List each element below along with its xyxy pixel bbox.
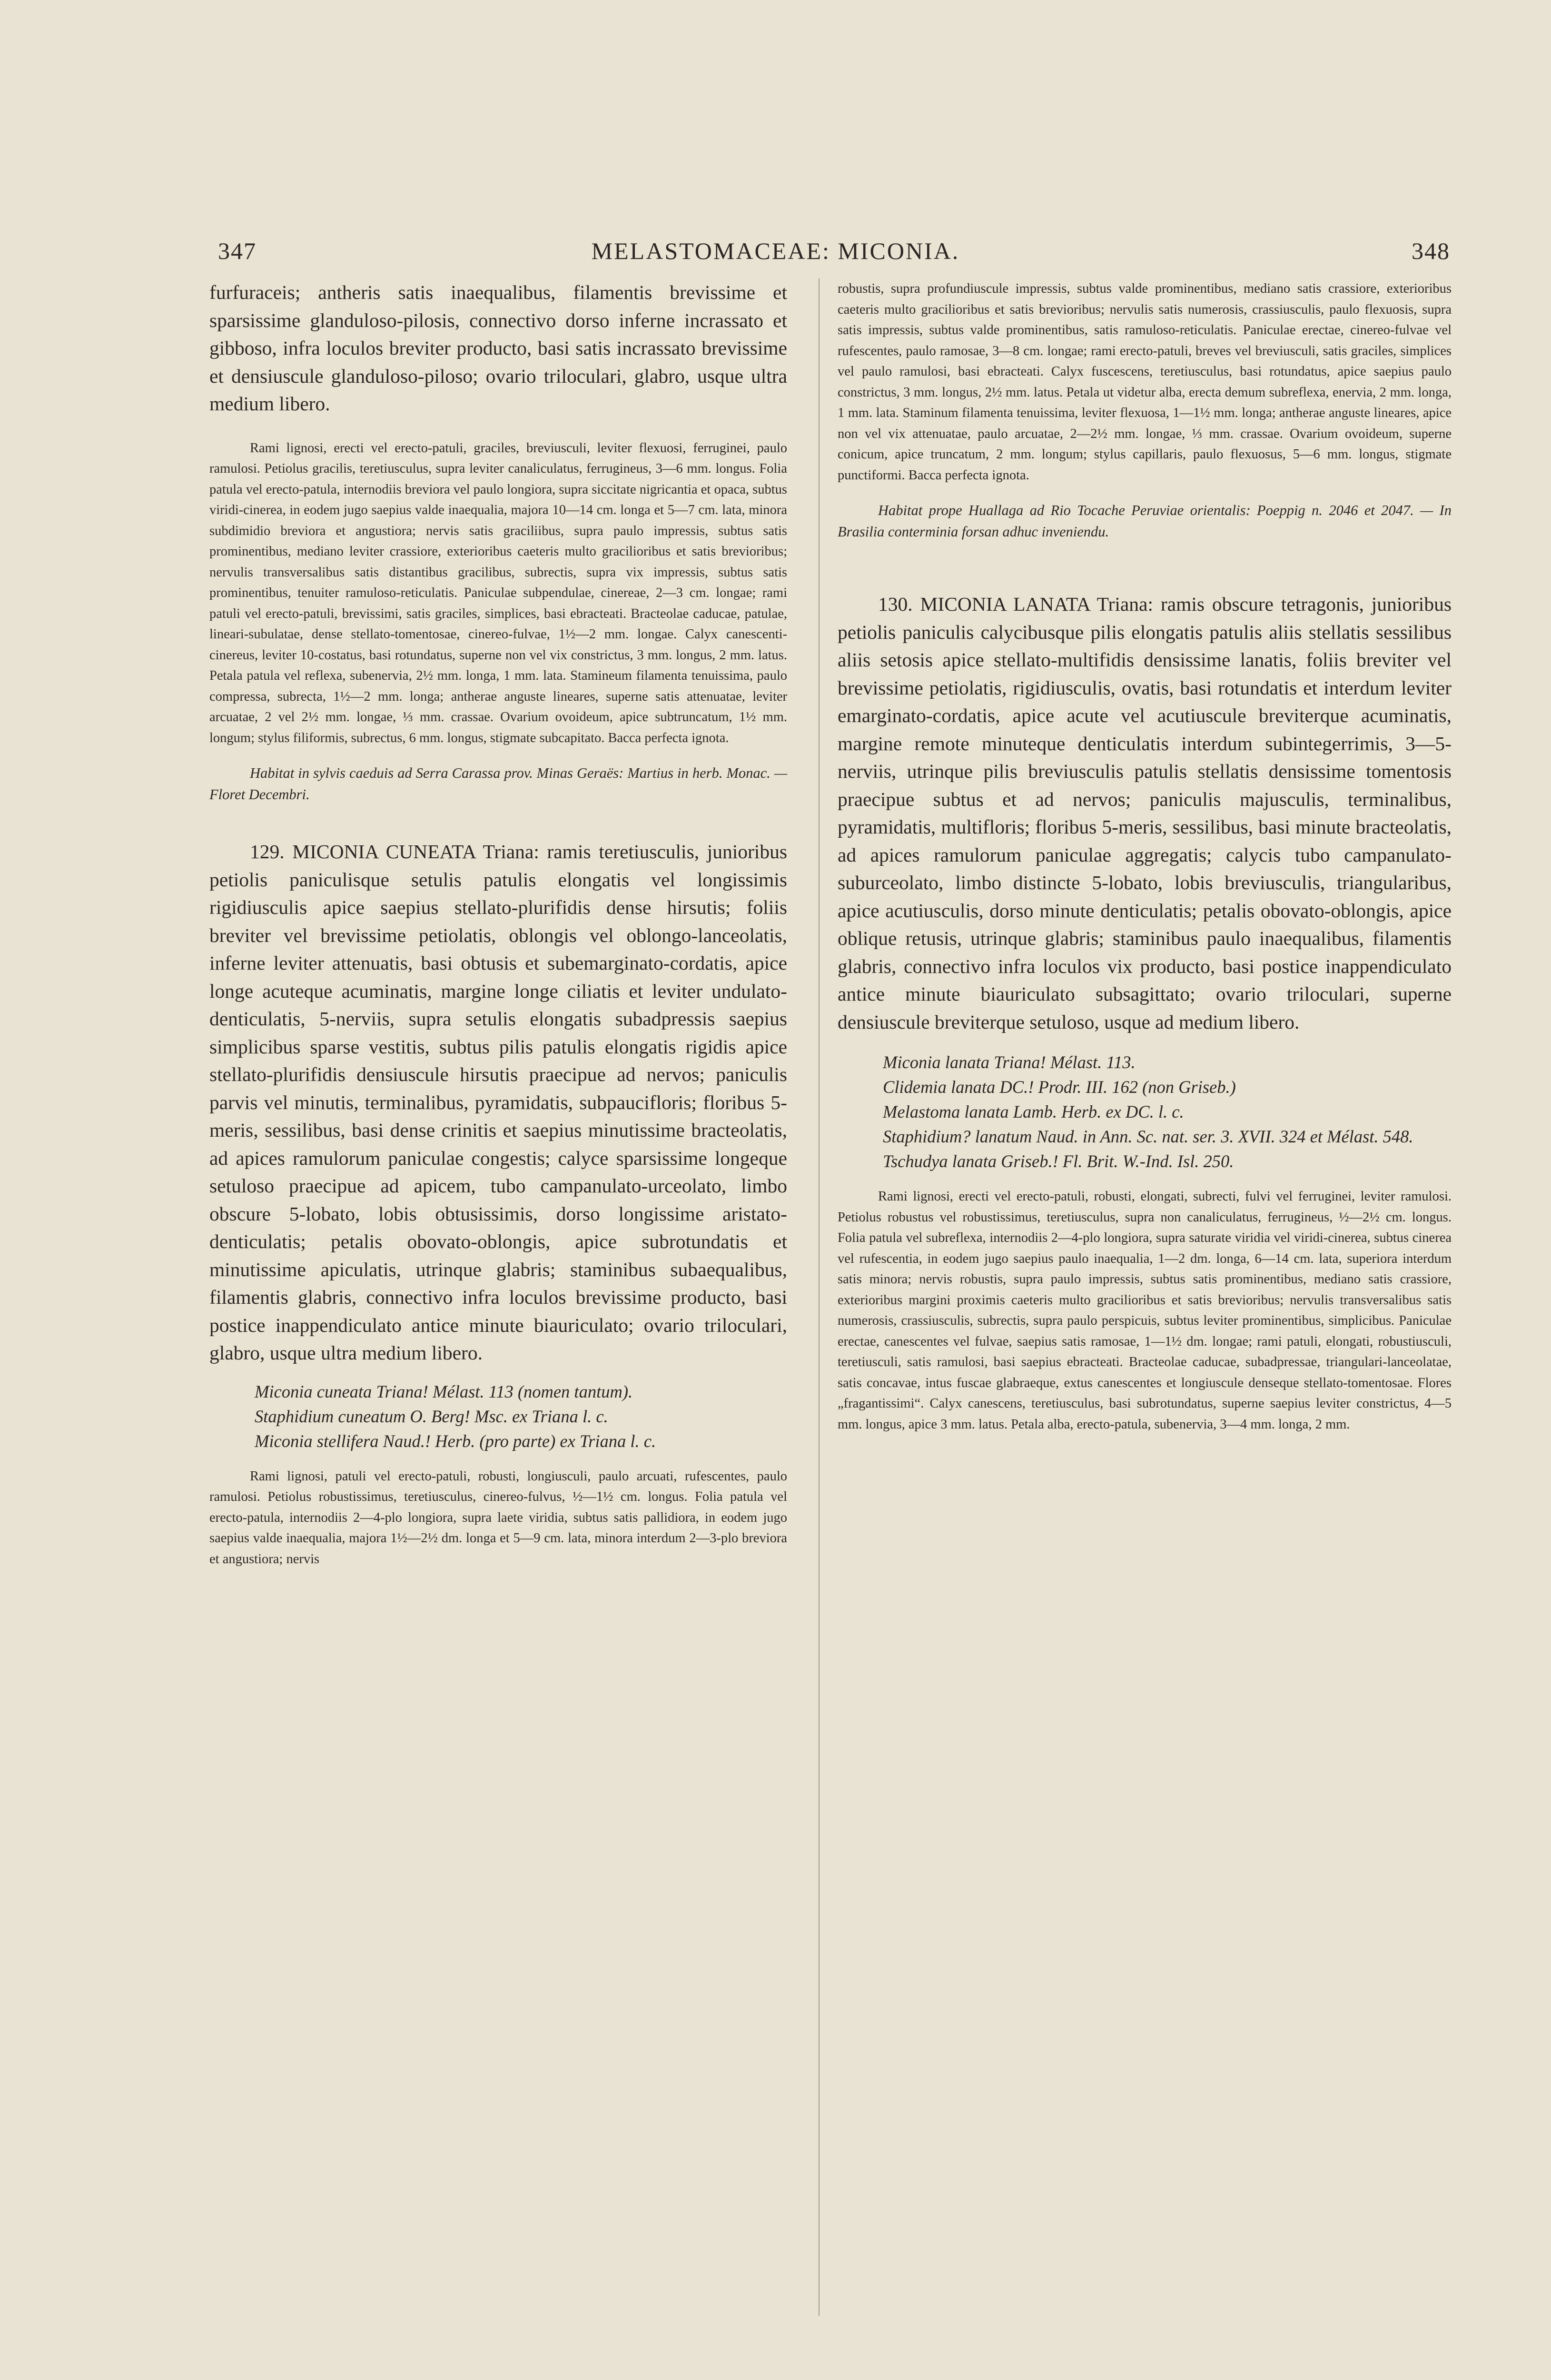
continued-detail: robustis, supra profundiuscule impressis, subtus valde prominentibus, mediano satis crassiore, exterioribus caeteris multo gracilioribus et satis brevioribus; nervulis satis numerosis, crassiusculis, paulo flexuosis, supra satis impressis, subtus valde prominentibus, satis ramuloso-reticulatis. Paniculae erectae, cinereo-fulvae vel rufescentes, paulo ramosae, 3—8 cm. longae; rami erecto-patuli, breves vel breviusculi, satis graciles, simplices vel paulo ramulosi, basi ebracteati. Calyx fuscescens, teretiusculus, basi rotundatus, apice saepius paulo constrictus, 3 mm. longus, 2½ mm. latus. Petala ut videtur alba, erecta demum subreflexa, enervia, 2 mm. longa, 1 mm. lata. Staminum filamenta tenuissima, leviter flexuosa, 1—1½ mm. longa; antherae anguste lineares, apice non vel vix attenuatae, paulo arcuatae, 2—2½ mm. longae, ⅓ mm. crassae. Ovarium ovoideum, superne conicum, apice truncatum, 2 mm. longum; stylus capillaris, paulo flexuosus, 5—6 mm. longus, stigmate punctiformi. Bacca perfecta ignota. — [838, 281, 1452, 483]
synonym-line: Staphidium cuneatum O. Berg! Msc. ex Triana l. c. — [255, 1406, 608, 1426]
species-130-synonyms — [838, 1050, 1452, 1174]
left-column — [209, 278, 787, 1569]
species-129-synonyms — [209, 1379, 787, 1454]
page-number-left: 347 — [218, 238, 257, 264]
synonym-line: Melastoma lanata Lamb. Herb. ex DC. l. c. — [883, 1102, 1184, 1121]
synonym-line: Tschudya lanata Griseb.! Fl. Brit. W.-Ind. Isl. 250. — [883, 1151, 1234, 1171]
column-divider — [819, 278, 820, 2316]
continued-description: furfuraceis; antheris satis inaequalibus, filamentis brevissime et sparsissime glanduloso-pilosis, connectivo dorso inferne incrassato et gibboso, infra loculos breviter producto, basi satis incrassato brevissime et densiuscule glanduloso-piloso; ovario triloculari, glabro, usque ultra medium libero. — [209, 281, 787, 415]
species-130-diagnosis: 130. MICONIA LANATA Triana: ramis obscure tetragonis, junioribus petiolis paniculis calycibusque pilis elongatis patulis aliis stellatis sessilibus aliis setosis apice stellato-multifidis densissime lanatis, foliis breviter vel brevissime petiolatis, rigidiusculis, ovatis, basi rotundatis et interdum leviter emarginato-cordatis, apice acute vel acutiuscule breviterque acuminatis, margine remote minuteque denticulatis interdum subintegerrimis, 3—5-nerviis, utrinque pilis breviusculis patulis stellatis densissime tomentosis praecipue subtus et ad nervos; paniculis majusculis, terminalibus, pyramidatis, multifloris; floribus 5-meris, sessilibus, basi minute bracteolatis, ad apices ramulorum paniculae aggregatis; calycis tubo campanulato-suburceolato, limbo distincte 5-lobato, lobis breviusculis, triangularibus, apice acutiusculis, dorso minute denticulatis; petalis obovato-oblongis, apice oblique retusis, utrinque glabris; staminibus paulo inaequalibus, filamentis glabris, connectivo infra loculos vix producto, basi postice inappendiculato antice minute biauriculato subsagittato; ovario triloculari, superne densiuscule breviterque setuloso, usque ad medium libero. — [838, 593, 1452, 1033]
synonym-line: Miconia lanata Triana! Mélast. 113. — [883, 1052, 1136, 1072]
detailed-description: Rami lignosi, erecti vel erecto-patuli, graciles, breviusculi, leviter flexuosi, ferruginei, paulo ramulosi. Petiolus gracilis, teretiusculus, supra leviter canaliculatus, ferrugineus, 3—6 mm. longus. Folia patula vel erecto-patula, internodiis breviora vel paulo longiora, supra siccitate nigricantia et opaca, subtus viridi-cinerea, in eodem jugo saepius valde inaequalia, majora 10—14 cm. longa et 5—7 cm. lata, minora subdimidio breviora et angustiora; nervis satis graciliibus, supra paulo impressis, subtus satis prominentibus, mediano leviter crassiore, exterioribus caeteris multo gracilioribus et satis brevioribus; nervulis transversalibus satis distantibus gracilibus, subrectis, supra vix impressis, subtus satis prominentibus, tenuiter ramuloso-reticulatis. Paniculae subpendulae, cinereae, 2—3 cm. longae; rami patuli vel erecto-patuli, brevissimi, satis graciles, simplices, basi ebracteati. Bracteolae caducae, patulae, lineari-subulatae, dense stellato-tomentosae, cinereo-fulvae, 1½—2 mm. longae. Calyx canescenti-cinereus, leviter 10-costatus, basi rotundatus, superne non vel vix constrictus, 3 mm. longus, 2 mm. latus. Petala patula vel reflexa, subenervia, 2½ mm. longa, 1 mm. lata. Stamineum filamenta tenuissima, paulo compressa, subrecta, 1½—2 mm. longa; antherae anguste lineares, superne satis attenuatae, leviter arcuatae, 2 vel 2½ mm. longae, ⅓ mm. crassae. Ovarium ovoideum, apice subtruncatum, 1½ mm. longum; stylus filiformis, subrectus, 6 mm. longus, stigmate subcapitato. Bacca perfecta ignota. — [209, 440, 787, 745]
synonym-line: Clidemia lanata DC.! Prodr. III. 162 (non Griseb.) — [883, 1077, 1236, 1097]
page-number-right: 348 — [1412, 238, 1450, 264]
synonym-line: Miconia cuneata Triana! Mélast. 113 (nomen tantum). — [255, 1381, 633, 1401]
species-129-description: Rami lignosi, patuli vel erecto-patuli, robusti, longiusculi, paulo arcuati, rufescentes, paulo ramulosi. Petiolus robustissimus, teretiusculus, cinereo-fulvus, ½—1½ cm. longus. Folia patula vel erecto-patula, internodiis 2—4-plo longiora, supra laete viridia, subtus satis pallidiora, in eodem jugo saepius valde inaequalia, majora 1½—2½ dm. longa et 5—9 cm. lata, minora interdum 2—3-plo breviora et angustiora; nervis — [209, 1468, 787, 1567]
habitat-note: Habitat in sylvis caeduis ad Serra Carassa prov. Minas Geraës: Martius in herb. Monac. — Floret Decembri. — [209, 765, 787, 803]
synonym-line: Miconia stellifera Naud.! Herb. (pro parte) ex Triana l. c. — [255, 1431, 656, 1451]
running-header — [0, 237, 1551, 270]
habitat-note: Habitat prope Huallaga ad Rio Tocache Peruviae orientalis: Poeppig n. 2046 et 2047. — In Brasilia conterminia forsan adhuc inveniendu. — [838, 502, 1452, 540]
right-column — [838, 278, 1452, 1435]
synonym-line: Staphidium? lanatum Naud. in Ann. Sc. nat. ser. 3. XVII. 324 et Mélast. 548. — [883, 1127, 1413, 1146]
species-129-diagnosis: 129. MICONIA CUNEATA Triana: ramis teretiusculis, junioribus petiolis paniculisque setulis patulis elongatis vel longissimis rigidiusculis apice saepius stellato-plurifidis dense hirsutis; foliis breviter vel brevissime petiolatis, oblongis vel oblongo-lanceolatis, inferne leviter attenuatis, basi obtusis et subemarginato-cordatis, apice longe acuteque acuminatis, margine longe ciliatis et leviter undulato-denticulatis, 5-nerviis, supra setulis elongatis subadpressis saepius simplicibus sparse vestitis, subtus pilis patulis elongatis rigidis apice stellato-plurifidis densiuscule hirsutis praecipue ad nervos; paniculis parvis vel minutis, terminalibus, pyramidatis, subpaucifloris; floribus 5-meris, sessilibus, basi dense crinitis et saepius minutissime bracteolatis, ad apices ramulorum paniculae congestis; calyce sparsissime longeque setuloso praecipue ad apicem, tubo campanulato-urceolato, limbo obscure 5-lobato, lobis obtusissimis, dorso longissime aristato-denticulatis; petalis obovato-oblongis, apice subrotundatis et minutissime apiculatis, utrinque glabris; staminibus subaequalibus, filamentis glabris, connectivo infra loculos brevissime producto, basi postice inappendiculato antice minute biauriculato; ovario triloculari, glabro, usque ultra medium libero. — [209, 841, 787, 1364]
species-130-description: Rami lignosi, erecti vel erecto-patuli, robusti, elongati, subrecti, fulvi vel ferruginei, leviter ramulosi. Petiolus robustus vel robustissimus, teretiusculus, supra non canaliculatus, ferrugineus, ½—2½ cm. longus. Folia patula vel subreflexa, internodiis 2—4-plo longiora, supra saturate viridia vel viridi-cinerea, subtus cinerea vel rufescentia, in eodem jugo saepius paulo inaequalia, 1—2 dm. longa, 6—14 cm. lata, superiora interdum satis minora; nervis robustis, supra paulo impressis, subtus satis prominentibus, mediano satis crassiore, exterioribus margini proximis caeteris multo gracilioribus et satis brevioribus; nervulis transversalibus satis numerosis, crassiusculis, subrectis, supra paulo perspicuis, subtus leviter prominentibus, simplicibus. Paniculae erectae, canescentes vel fulvae, saepius satis ramosae, 1—1½ dm. longae; rami patuli, elongati, robustiusculi, teretiusculi, satis ramulosi, basi saepius ebracteati. Bracteolae caducae, subadpressae, triangulari-lanceolatae, satis concavae, intus fuscae glabraeque, extus canescentes et longiuscule denseque stellato-tomentosae. Flores „fragantissimi“. Calyx canescens, teretiusculus, basi subrotundatus, superne saepius leviter constrictus, 4—5 mm. longus, apice 3 mm. latus. Petala alba, erecto-patula, subenervia, 3—4 mm. longa, 2 mm. — [838, 1189, 1452, 1432]
running-title: MELASTOMACEAE: MICONIA. — [591, 238, 960, 264]
